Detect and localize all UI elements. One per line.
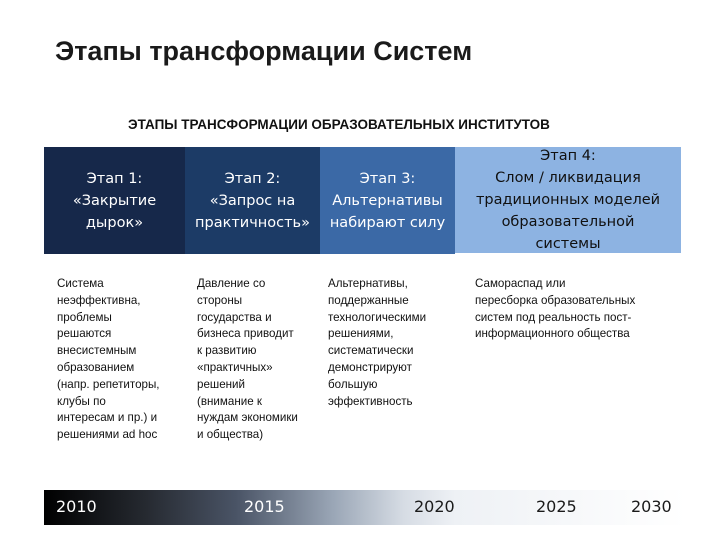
timeline-year-2025: 2025 — [536, 497, 577, 516]
timeline-year-2030: 2030 — [631, 497, 672, 516]
stage-1-description: Система неэффективна, проблемы решаются внесистемным образованием (напр. репетиторы, клубы по интересам и пр.) и решениями ad hoc — [57, 277, 160, 442]
timeline-year-2020: 2020 — [414, 497, 455, 516]
stage-2-description: Давление со стороны государства и бизнеса приводит к развитию «практичных» решений (внимание к нуждам экономики и общества) — [197, 277, 298, 442]
stage-4-box: Этап 4: Слом / ликвидация традиционных моделей образовательной системы — [455, 147, 681, 253]
diagram-subtitle: ЭТАПЫ ТРАНСФОРМАЦИИ ОБРАЗОВАТЕЛЬНЫХ ИНСТИТУТОВ — [128, 117, 550, 132]
page-title: Этапы трансформации Систем — [55, 36, 473, 66]
timeline-bar — [44, 490, 686, 525]
stage-1-box: Этап 1: «Закрытие дырок» — [44, 147, 185, 254]
stage-3-box: Этап 3: Альтернативы набирают силу — [320, 147, 455, 254]
timeline-year-2010: 2010 — [56, 497, 97, 516]
stage-2-box: Этап 2: «Запрос на практичность» — [185, 147, 320, 254]
stage-4-description: Самораспад или пересборка образовательных систем под реальность пост- информационного общества — [475, 277, 636, 341]
stage-3-description: Альтернативы, поддержанные технологическими решениями, систематически демонстрируют большую эффективность — [328, 277, 427, 408]
timeline-year-2015: 2015 — [244, 497, 285, 516]
